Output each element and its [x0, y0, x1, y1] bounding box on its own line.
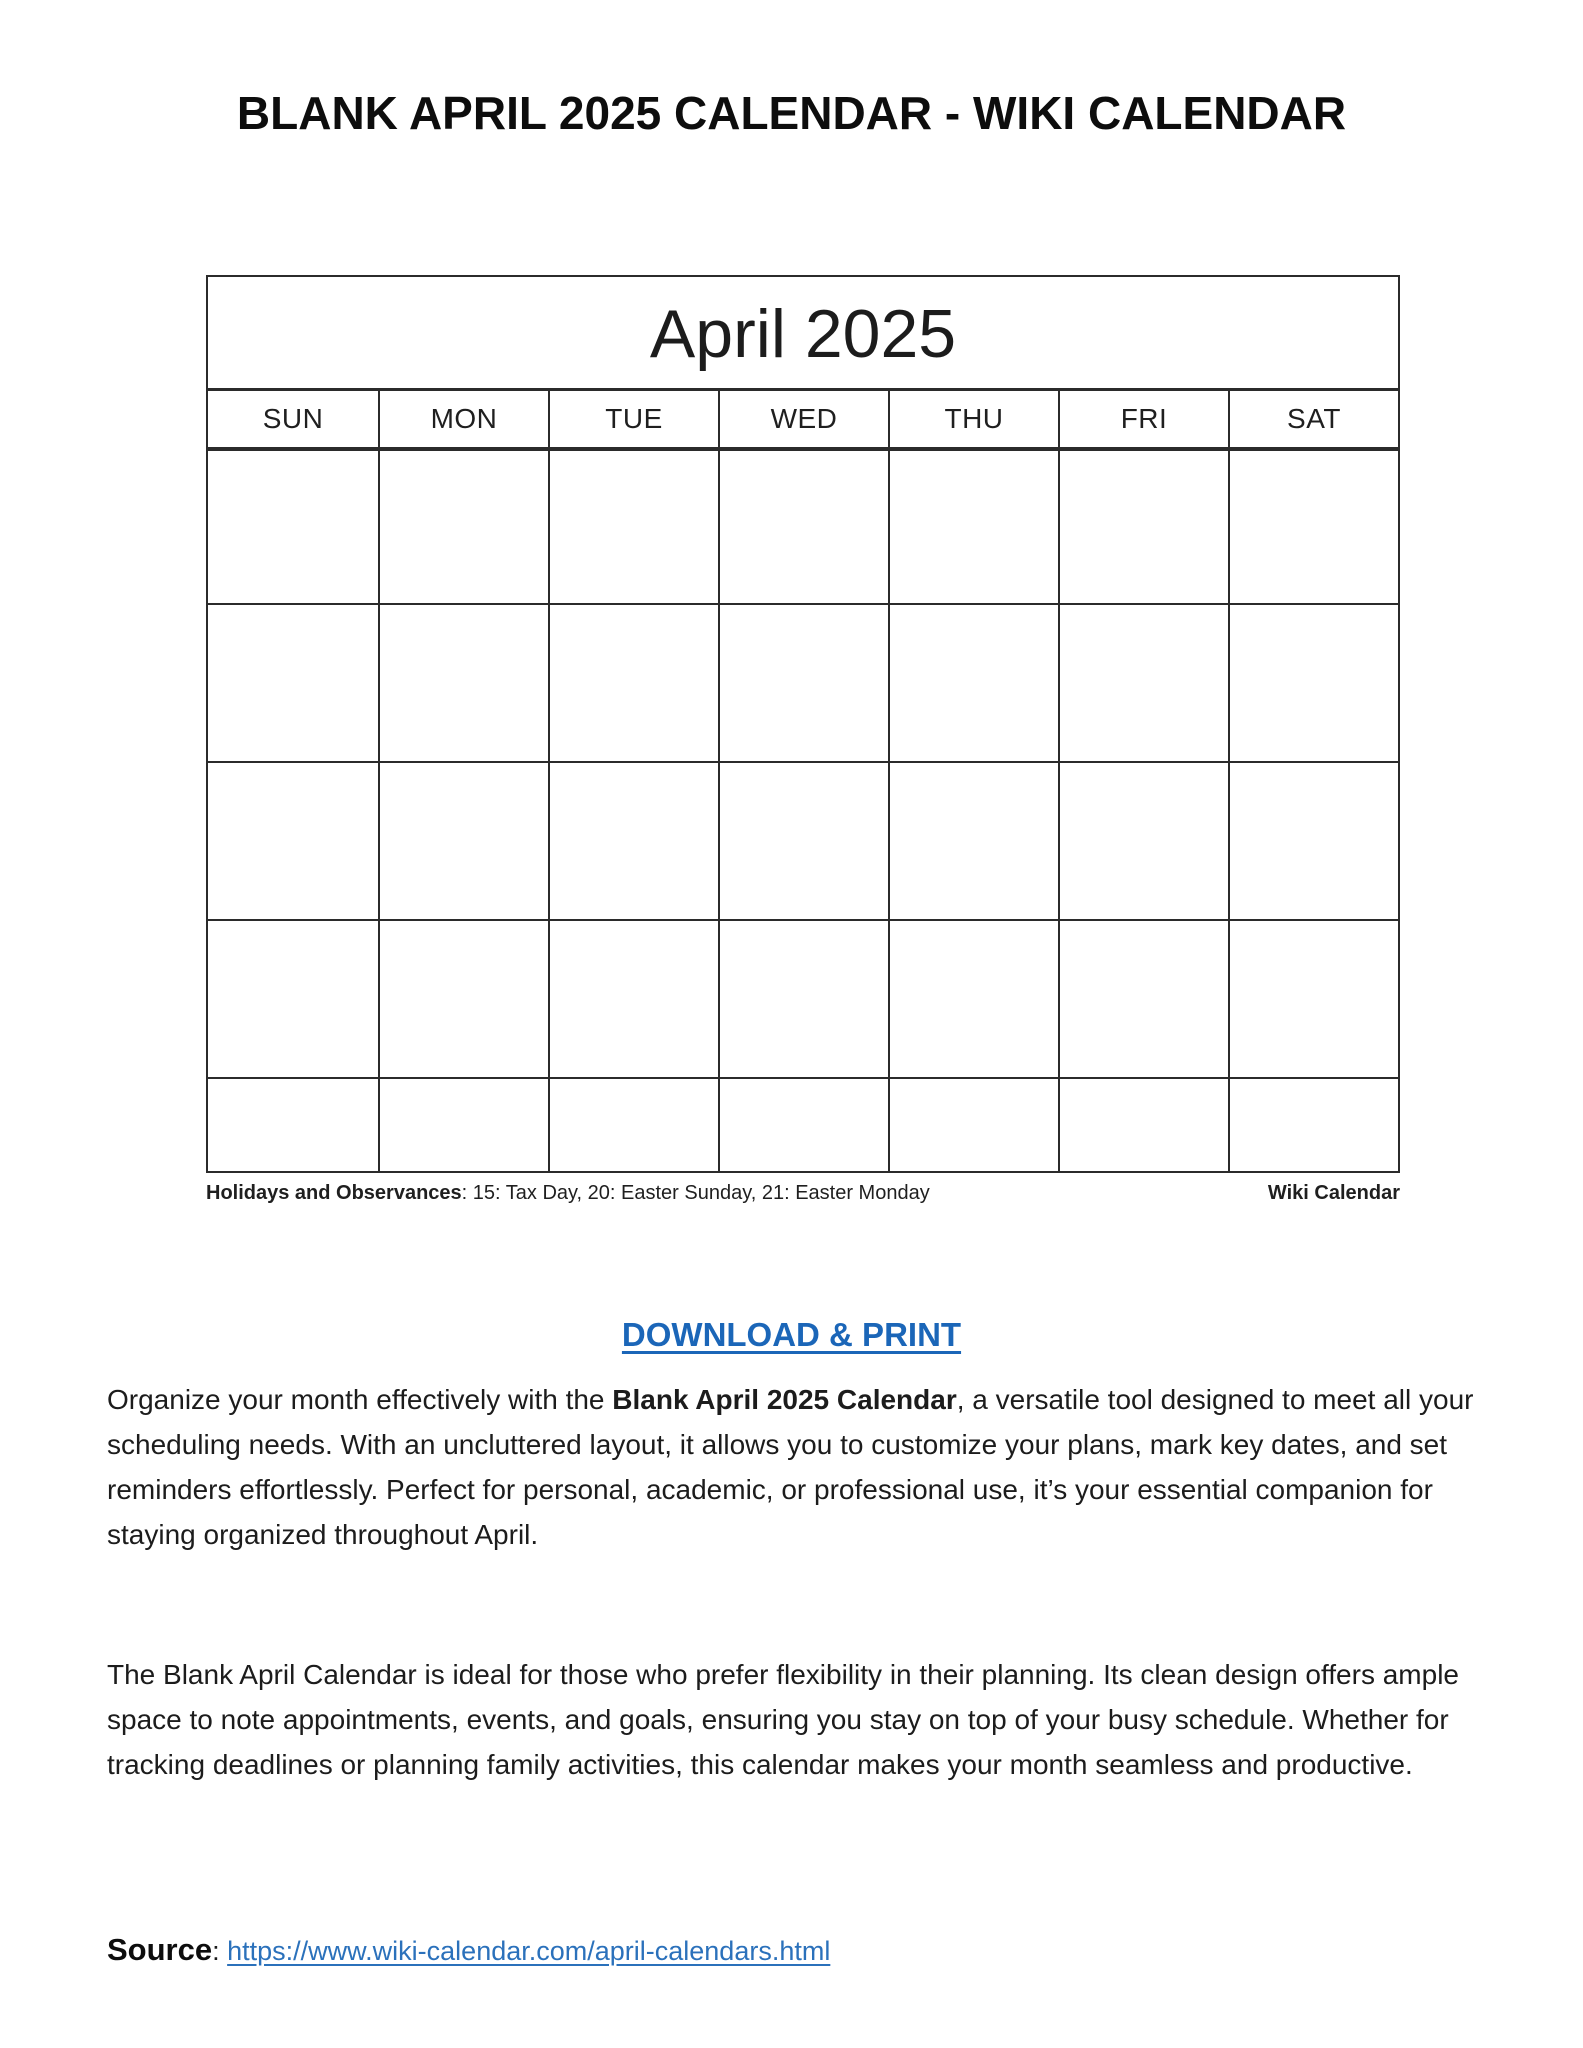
day-header-thu: THU: [888, 391, 1058, 447]
calendar-day-cell: [888, 451, 1058, 603]
calendar-day-cell: [378, 451, 548, 603]
calendar-month-title: April 2025: [208, 277, 1398, 391]
day-header-tue: TUE: [548, 391, 718, 447]
calendar-day-cell: [1228, 1077, 1398, 1171]
calendar-day-cell: [888, 1077, 1058, 1171]
paragraph-1-bold-phrase: Blank April 2025 Calendar: [612, 1384, 957, 1415]
calendar-day-cell: [208, 919, 378, 1077]
calendar-grid-body: [208, 451, 1398, 1171]
download-print-link[interactable]: DOWNLOAD & PRINT: [621, 1316, 962, 1353]
calendar-day-cell: [1228, 451, 1398, 603]
source-line: [107, 1932, 830, 1968]
paragraph-2: The Blank April Calendar is ideal for those who prefer flexibility in their planning. Its clean design offers ample space to note appointments, events, and goals, ensuring you stay on top of your busy schedule. Whether for tracking deadlines or planning family activities, this calendar makes your month seamless and productive.: [107, 1659, 1459, 1780]
calendar-day-cell: [378, 919, 548, 1077]
paragraph-1: [107, 1377, 1485, 1557]
calendar-day-cell: [1228, 761, 1398, 919]
calendar-day-cell: [208, 1077, 378, 1171]
calendar-day-cell: [548, 603, 718, 761]
source-url-link[interactable]: https://www.wiki-calendar.com/april-calendars.html: [227, 1936, 831, 1966]
calendar-day-cell: [1058, 603, 1228, 761]
calendar-day-cell: [1058, 451, 1228, 603]
holidays-text: : 15: Tax Day, 20: Easter Sunday, 21: Easter Monday: [461, 1182, 930, 1204]
day-header-sun: SUN: [262, 403, 324, 434]
calendar-day-cell: [718, 451, 888, 603]
calendar-day-cell: [1058, 761, 1228, 919]
calendar-day-cell: [548, 761, 718, 919]
calendar-day-cell: [888, 761, 1058, 919]
calendar-day-cell: [1058, 919, 1228, 1077]
calendar-day-cell: [718, 919, 888, 1077]
paragraph-1-text-after: , a versatile tool designed to meet all your scheduling needs. With an uncluttered layout, it allows you to customize your plans, mark key dates, and set reminders effortlessly. Perfect for personal, academic, or professional use, it’s your essential companion for staying organized throughout April.: [107, 1384, 1474, 1550]
day-header-fri: FRI: [1058, 391, 1228, 447]
day-header-wed: WED: [718, 391, 888, 447]
holidays-note: [206, 1182, 930, 1205]
calendar-day-cell: [208, 603, 378, 761]
calendar-day-cell: [208, 761, 378, 919]
source-separator: :: [212, 1936, 228, 1966]
calendar-day-cell: [1228, 603, 1398, 761]
calendar-day-cell: [378, 1077, 548, 1171]
day-header-mon: MON: [378, 391, 548, 447]
calendar-day-cell: [378, 603, 548, 761]
calendar-day-cell: [208, 451, 378, 603]
calendar-day-cell: [718, 603, 888, 761]
brand-label: Wiki Calendar: [1267, 1182, 1400, 1204]
source-label: Source: [107, 1932, 213, 1967]
calendar-day-cell: [1058, 1077, 1228, 1171]
calendar-day-cell: [548, 919, 718, 1077]
calendar-image: [206, 275, 1400, 1173]
calendar-day-header-row: [208, 391, 1398, 451]
calendar-day-cell: [888, 919, 1058, 1077]
calendar-day-cell: [548, 1077, 718, 1171]
calendar-day-cell: [548, 451, 718, 603]
calendar-day-cell: [1228, 919, 1398, 1077]
calendar-day-cell: [378, 761, 548, 919]
paragraph-1-text-before: Organize your month effectively with the: [107, 1384, 613, 1415]
calendar-day-cell: [888, 603, 1058, 761]
calendar-day-cell: [718, 1077, 888, 1171]
calendar-footer: [206, 1182, 1400, 1205]
calendar-day-cell: [718, 761, 888, 919]
page-title: BLANK APRIL 2025 CALENDAR - WIKI CALENDAR: [236, 87, 1347, 139]
day-header-sat: SAT: [1228, 391, 1398, 447]
holidays-label: Holidays and Observances: [206, 1182, 462, 1204]
download-print-section: [0, 1316, 1583, 1354]
